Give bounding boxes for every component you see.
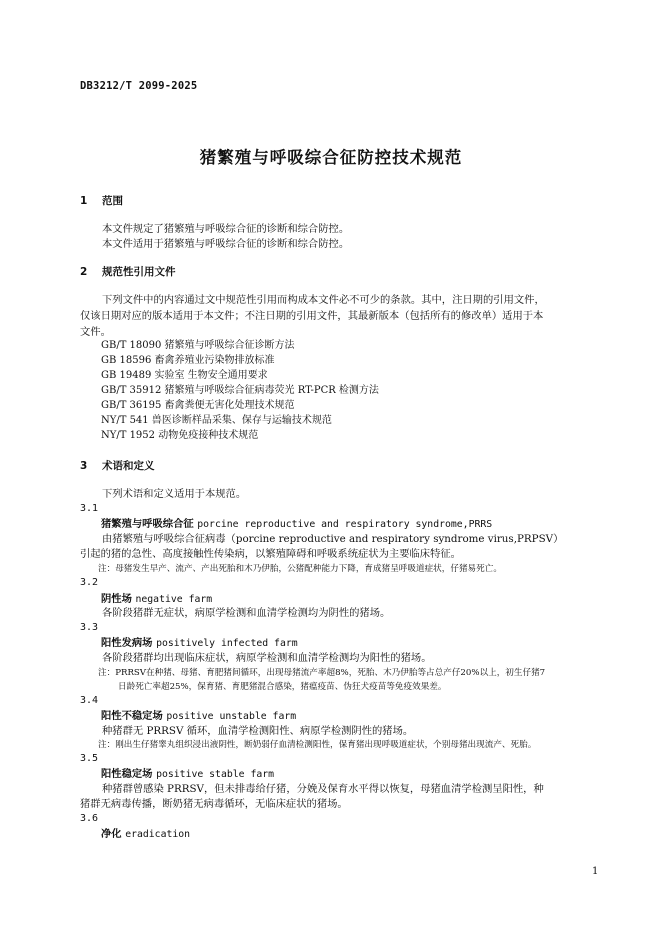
term-definition: 各阶段猪群无症状，病原学检测和血清学检测均为阴性的猪场。 bbox=[102, 607, 391, 619]
term-definition: 引起的猪的急性、高度接触性传染病，以繁殖障碍和呼吸系统症状为主要临床特征。 bbox=[80, 548, 461, 560]
term-title: 阴性场 negative farm bbox=[101, 593, 213, 605]
document-title: 猪繁殖与呼吸综合征防控技术规范 bbox=[199, 148, 463, 167]
section-1-heading: 1 范围 bbox=[80, 195, 123, 207]
reference-item: NY/T 541 兽医诊断样品采集、保存与运输技术规范 bbox=[101, 415, 332, 426]
term-number: 3.1 bbox=[80, 503, 99, 514]
term-number: 3.6 bbox=[80, 813, 99, 824]
section-1-para-1: 本文件规定了猪繁殖与呼吸综合征的诊断和综合防控。 bbox=[102, 223, 350, 235]
term-note: 注：母猪发生早产、流产、产出死胎和木乃伊胎，公猪配种能力下降，育成猪呈呼吸道症状，仔猪易死亡。 bbox=[98, 564, 502, 574]
term-number: 3.5 bbox=[80, 753, 99, 764]
reference-item: GB 19489 实验室 生物安全通用要求 bbox=[101, 370, 268, 381]
term-title: 阳性发病场 positively infected farm bbox=[101, 637, 298, 649]
reference-item: GB 18596 畜禽养殖业污染物排放标准 bbox=[101, 355, 275, 366]
term-note: 注：PRRSV在种猪、母猪、育肥猪间循环，出现母猪流产率超8%，死胎、木乃伊胎等占总产仔20%以上，初生仔猪7 bbox=[98, 668, 546, 678]
term-title: 净化 eradication bbox=[101, 828, 191, 840]
reference-item: NY/T 1952 动物免疫接种技术规范 bbox=[101, 430, 259, 441]
term-title: 阳性不稳定场 positive unstable farm bbox=[101, 710, 297, 722]
document-id: DB3212/T 2099-2025 bbox=[80, 80, 198, 92]
term-definition: 猪群无病毒传播，断奶猪无病毒循环，无临床症状的猪场。 bbox=[80, 798, 348, 810]
reference-item: GB/T 18090 猪繁殖与呼吸综合征诊断方法 bbox=[101, 340, 295, 351]
section-2-intro-line-2: 仅该日期对应的版本适用于本文件；不注日期的引用文件，其最新版本（包括所有的修改单）适用于本 bbox=[80, 310, 544, 322]
term-note: 日龄死亡率超25%，保育猪、育肥猪混合感染，猪瘟疫苗、伪狂犬疫苗等免疫效果差。 bbox=[118, 682, 447, 692]
term-number: 3.4 bbox=[80, 695, 99, 706]
section-3-intro: 下列术语和定义适用于本规范。 bbox=[102, 488, 247, 500]
term-definition: 种猪群无 PRRSV 循环，血清学检测阳性、病原学检测阴性的猪场。 bbox=[102, 725, 414, 737]
term-number: 3.2 bbox=[80, 577, 99, 588]
term-definition: 由猪繁殖与呼吸综合征病毒（porcine reproductive and respiratory syndrome virus,PRPSV） bbox=[102, 533, 564, 545]
term-title: 阳性稳定场 positive stable farm bbox=[101, 768, 275, 780]
page-number: 1 bbox=[592, 866, 599, 877]
section-2-intro-line-1: 下列文件中的内容通过文中规范性引用而构成本文件必不可少的条款。其中，注日期的引用文件， bbox=[102, 294, 545, 306]
section-2-heading: 2 规范性引用文件 bbox=[80, 266, 176, 278]
section-2-intro-line-3: 文件。 bbox=[80, 326, 111, 338]
reference-item: GB/T 36195 畜禽粪便无害化处理技术规范 bbox=[101, 400, 295, 411]
section-1-para-2: 本文件适用于猪繁殖与呼吸综合征的诊断和综合防控。 bbox=[102, 238, 350, 250]
term-definition: 各阶段猪群均出现临床症状，病原学检测和血清学检测均为阳性的猪场。 bbox=[102, 652, 432, 664]
term-note: 注：刚出生仔猪睾丸组织浸出液阴性，断奶弱仔血清检测阳性，保育猪出现呼吸道症状，个别母猪出现流产、死胎。 bbox=[98, 740, 537, 750]
reference-item: GB/T 35912 猪繁殖与呼吸综合征病毒荧光 RT-PCR 检测方法 bbox=[101, 385, 379, 396]
term-number: 3.3 bbox=[80, 622, 99, 633]
section-3-heading: 3 术语和定义 bbox=[80, 460, 155, 472]
term-definition: 种猪群曾感染 PRRSV，但未排毒给仔猪，分娩及保育水平得以恢复，母猪血清学检测呈阳性，种 bbox=[102, 783, 544, 795]
term-title: 猪繁殖与呼吸综合征 porcine reproductive and respiratory syndrome,PRRS bbox=[101, 518, 493, 530]
